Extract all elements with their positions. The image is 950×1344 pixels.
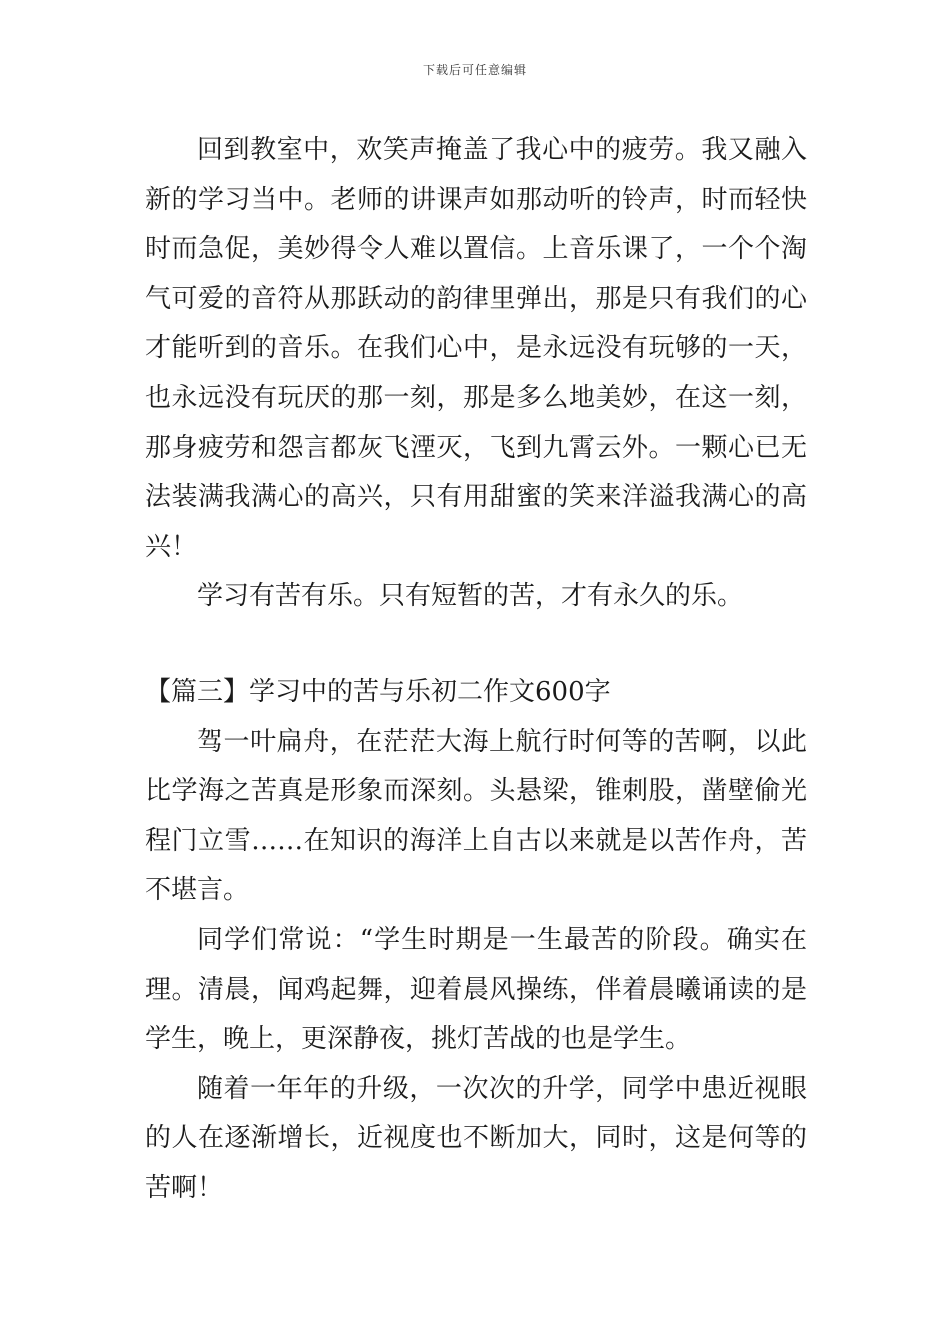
section-heading: 【篇三】学习中的苦与乐初二作文600字 [145,676,611,707]
paragraph: 随着一年年的升级，一次次的升学，同学中患近视眼的人在逐渐增长，近视度也不断加大，同时，这是何等的苦啊！ [145,1073,807,1203]
page-header: 下载后可任意编辑 [422,63,527,77]
paragraph: 同学们常说：“学生时期是一生最苦的阶段。确实在理。清晨，闻鸡起舞，迎着晨风操练，伴着晨曦诵读的是学生，晚上，更深静夜，挑灯苦战的也是学生。 [145,924,807,1055]
paragraph: 回到教室中，欢笑声掩盖了我心中的疲劳。我又融入新的学习当中。老师的讲课声如那动听的铃声，时而轻快时而急促，美妙得令人难以置信。上音乐课了，一个个淘气可爱的音符从那跃动的韵律里弹出，那是只有我们的心才能听到的音乐。在我们心中，是永远没有玩够的一天，也永远没有玩厌的那一刻，那是多么地美妙，在这一刻，那身疲劳和怨言都灰飞湮灭，飞到九霄云外。一颗心已无法装满我满心的高兴，只有用甜蜜的笑来洋溢我满心的高兴！ [145,135,807,562]
paragraph: 学习有苦有乐。只有短暂的苦，才有永久的乐。 [197,581,744,612]
document-body [145,126,807,1213]
paragraph: 驾一叶扁舟，在茫茫大海上航行时何等的苦啊，以此比学海之苦真是形象而深刻。头悬梁，锥刺股，凿壁偷光程门立雪……在知识的海洋上自古以来就是以苦作舟，苦不堪言。 [145,726,807,906]
